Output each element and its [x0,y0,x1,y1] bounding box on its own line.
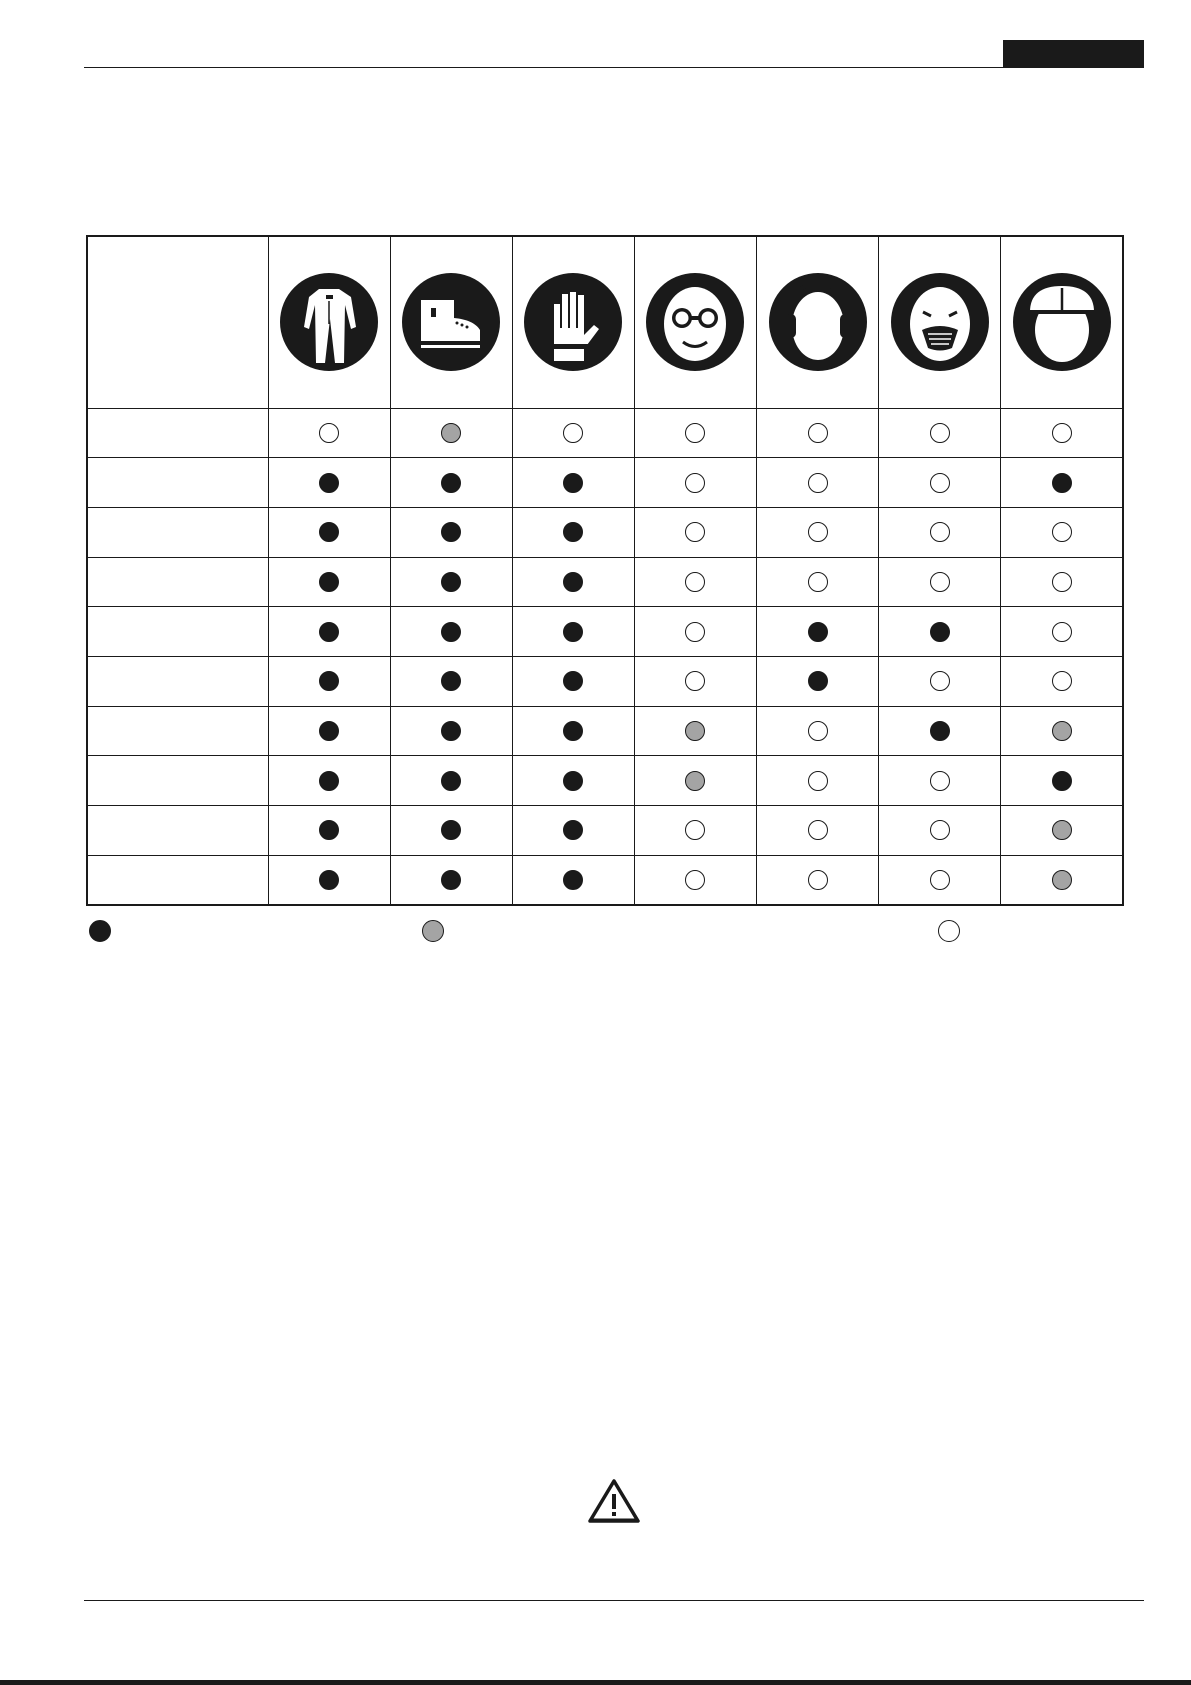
requirement-dot-full [563,771,583,791]
table-cell [268,855,390,905]
requirement-dot-none [563,423,583,443]
ppe-table [86,235,1124,906]
requirement-dot-full [319,721,339,741]
legend-none-dot [938,920,960,942]
table-cell [268,656,390,706]
table-cell [879,507,1001,557]
table-cell [268,408,390,458]
table-cell [1001,458,1123,508]
row-label-cell [87,408,268,458]
table-cell [268,458,390,508]
header-rule [84,67,1144,68]
table-cell [390,756,512,806]
table-cell [512,656,634,706]
requirement-dot-none [1052,423,1072,443]
requirement-dot-full [319,771,339,791]
table-cell [757,607,879,657]
requirement-dot-none [685,473,705,493]
warning-triangle-icon [588,1478,640,1524]
col-gloves [512,236,634,408]
requirement-dot-full [319,522,339,542]
requirement-dot-full [1052,473,1072,493]
legend-partial-dot [422,920,444,942]
requirement-dot-none [808,572,828,592]
table-cell [634,706,756,756]
row-label-cell [87,557,268,607]
table-cell [1001,756,1123,806]
requirement-dot-none [1052,622,1072,642]
row-label-header [87,236,268,408]
table-cell [879,458,1001,508]
requirement-dot-full [319,870,339,890]
safety-shoes-icon [401,272,501,372]
table-cell [268,507,390,557]
table-cell [512,557,634,607]
table-cell [268,607,390,657]
table-cell [1001,507,1123,557]
table-cell [1001,706,1123,756]
requirement-dot-full [319,473,339,493]
requirement-dot-full [563,473,583,493]
legend-none-marker [938,920,960,942]
table-cell [757,507,879,557]
requirement-dot-none [1052,522,1072,542]
requirement-dot-none [685,820,705,840]
table-cell [757,756,879,806]
table-cell [634,458,756,508]
table-cell [1001,408,1123,458]
table-cell [512,706,634,756]
table-cell [757,855,879,905]
table-row [87,656,1123,706]
table-row [87,806,1123,856]
table-cell [512,607,634,657]
footer-rule [84,1600,1144,1601]
requirement-dot-full [441,572,461,592]
requirement-dot-full [319,572,339,592]
col-goggles [634,236,756,408]
table-row [87,408,1123,458]
table-cell [390,855,512,905]
requirement-dot-full [930,721,950,741]
requirement-dot-full [319,820,339,840]
table-cell [390,458,512,508]
table-cell [390,607,512,657]
requirement-dot-none [1052,572,1072,592]
table-row [87,557,1123,607]
table-cell [268,706,390,756]
requirement-dot-full [563,820,583,840]
table-row [87,706,1123,756]
table-cell [757,458,879,508]
requirement-dot-full [441,771,461,791]
requirement-dot-full [563,572,583,592]
table-cell [879,806,1001,856]
requirement-dot-partial [685,771,705,791]
row-label-cell [87,806,268,856]
ear-protection-icon [768,272,868,372]
table-cell [634,607,756,657]
table-cell [634,756,756,806]
requirement-dot-none [685,870,705,890]
requirement-dot-partial [1052,870,1072,890]
table-cell [512,756,634,806]
table-cell [390,806,512,856]
requirement-dot-full [1052,771,1072,791]
table-cell [1001,806,1123,856]
table-cell [390,408,512,458]
requirement-dot-none [808,870,828,890]
table-row [87,507,1123,557]
requirement-dot-none [1052,671,1072,691]
requirement-dot-none [930,870,950,890]
table-row [87,855,1123,905]
table-cell [390,557,512,607]
table-cell [634,507,756,557]
table-cell [879,855,1001,905]
legend-partial-marker [422,920,444,942]
requirement-dot-full [441,870,461,890]
requirement-dot-none [685,522,705,542]
protective-overalls-icon [279,272,379,372]
row-label-cell [87,855,268,905]
row-label-cell [87,607,268,657]
requirement-dot-full [563,721,583,741]
requirement-dot-none [930,771,950,791]
table-cell [879,656,1001,706]
table-row [87,458,1123,508]
requirement-dot-full [319,622,339,642]
legend-full-marker [89,920,111,942]
row-label-cell [87,706,268,756]
ppe-icon-row [87,236,1123,408]
table-cell [879,607,1001,657]
table-cell [634,855,756,905]
table-cell [879,706,1001,756]
requirement-dot-partial [1052,820,1072,840]
face-mask-icon [890,272,990,372]
col-ear-protection [757,236,879,408]
requirement-dot-none [685,572,705,592]
requirement-dot-partial [1052,721,1072,741]
requirement-dot-full [930,622,950,642]
row-label-cell [87,507,268,557]
requirement-dot-none [808,771,828,791]
table-cell [512,408,634,458]
col-overalls [268,236,390,408]
requirement-dot-full [441,671,461,691]
requirement-dot-full [563,870,583,890]
requirement-dot-none [930,572,950,592]
requirement-dot-partial [685,721,705,741]
table-cell [390,507,512,557]
requirement-dot-partial [441,423,461,443]
table-cell [268,756,390,806]
row-label-cell [87,656,268,706]
requirement-dot-none [930,671,950,691]
col-shoes [390,236,512,408]
section-tab [1003,40,1144,68]
table-cell [634,656,756,706]
table-cell [879,408,1001,458]
requirement-dot-full [441,721,461,741]
table-cell [512,507,634,557]
table-cell [879,557,1001,607]
requirement-dot-none [808,721,828,741]
table-cell [634,408,756,458]
requirement-dot-none [930,820,950,840]
table-cell [634,806,756,856]
table-cell [512,806,634,856]
requirement-dot-full [563,522,583,542]
requirement-dot-full [441,820,461,840]
safety-helmet-icon [1012,272,1112,372]
table-cell [634,557,756,607]
table-cell [757,656,879,706]
requirement-dot-none [930,522,950,542]
table-row [87,756,1123,806]
requirement-dot-none [808,473,828,493]
table-cell [390,656,512,706]
requirement-dot-full [563,622,583,642]
requirement-dot-none [685,671,705,691]
table-cell [268,806,390,856]
col-helmet [1001,236,1123,408]
requirement-dot-none [319,423,339,443]
row-label-cell [87,756,268,806]
requirement-dot-full [319,671,339,691]
table-cell [390,706,512,756]
table-row [87,607,1123,657]
table-cell [1001,607,1123,657]
requirement-dot-full [441,622,461,642]
table-cell [512,855,634,905]
protective-gloves-icon [523,272,623,372]
table-cell [757,806,879,856]
page-bottom-edge [0,1680,1191,1685]
requirement-dot-full [563,671,583,691]
requirement-dot-none [930,423,950,443]
table-cell [757,706,879,756]
requirement-dot-full [441,473,461,493]
row-label-cell [87,458,268,508]
requirement-dot-full [441,522,461,542]
requirement-dot-none [808,522,828,542]
table-cell [879,756,1001,806]
table-cell [757,557,879,607]
requirement-dot-full [808,671,828,691]
requirement-dot-none [685,622,705,642]
legend-full-dot [89,920,111,942]
requirement-dot-full [808,622,828,642]
table-cell [512,458,634,508]
table-cell [1001,656,1123,706]
table-cell [1001,855,1123,905]
table-cell [757,408,879,458]
requirement-dot-none [930,473,950,493]
requirement-dot-none [685,423,705,443]
table-cell [268,557,390,607]
requirement-dot-none [808,423,828,443]
col-face-mask [879,236,1001,408]
table-cell [1001,557,1123,607]
requirement-dot-none [808,820,828,840]
safety-goggles-icon [645,272,745,372]
